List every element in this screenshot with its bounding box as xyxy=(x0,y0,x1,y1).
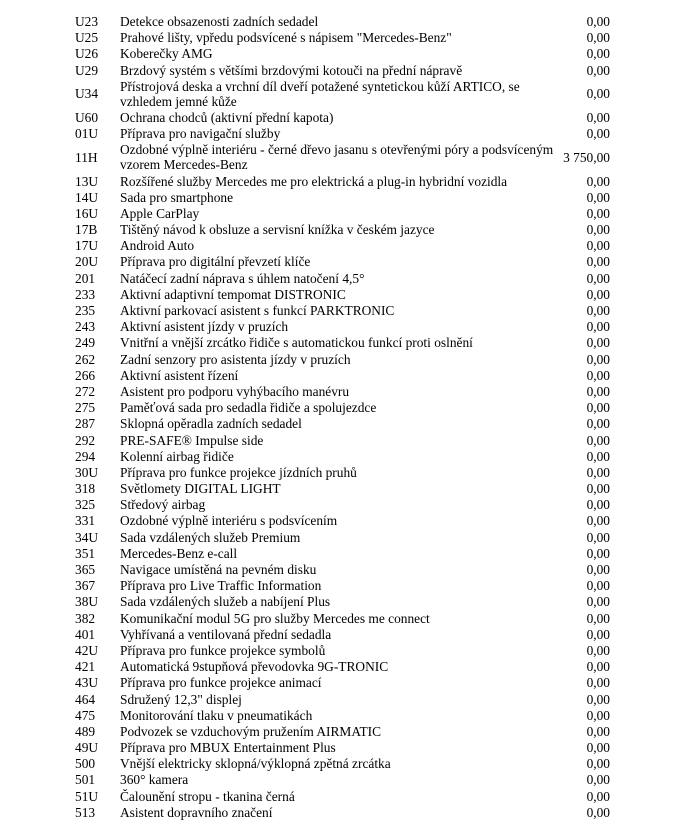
equipment-row xyxy=(75,271,610,287)
option-code: 331 xyxy=(75,513,96,529)
equipment-table-body xyxy=(75,14,610,821)
equipment-row xyxy=(75,627,610,643)
option-description: Sklopná opěradla zadních sedadel xyxy=(120,416,302,432)
option-price: 0,00 xyxy=(586,416,610,432)
option-price: 0,00 xyxy=(586,367,610,383)
option-price: 0,00 xyxy=(586,14,610,29)
equipment-row xyxy=(75,740,610,756)
option-description: Zadní senzory pro asistenta jízdy v pruzích xyxy=(120,351,351,367)
option-description: Aktivní asistent jízdy v pruzích xyxy=(120,319,289,335)
equipment-row xyxy=(75,724,610,740)
equipment-row xyxy=(75,46,610,62)
option-description: Vnitřní a vnější zrcátko řidiče s automatickou funkcí proti oslnění xyxy=(120,335,473,351)
option-description: Vnější elektricky sklopná/výklopná zpětná zrcátka xyxy=(120,756,391,772)
equipment-row xyxy=(75,513,610,529)
equipment-row xyxy=(75,481,610,497)
option-price: 0,00 xyxy=(586,723,610,739)
option-description: Příprava pro Live Traffic Information xyxy=(120,578,322,594)
option-description: Ozdobné výplně interiéru s podsvícením xyxy=(120,513,338,529)
option-price: 0,00 xyxy=(586,481,610,497)
equipment-row xyxy=(75,594,610,610)
option-description: 360° kamera xyxy=(120,772,189,788)
option-description: Rozšířené služby Mercedes me pro elektrická a plug-in hybridní vozidla xyxy=(120,173,508,189)
option-description: Příprava pro funkce projekce symbolů xyxy=(120,642,326,658)
option-description: Sdružený 12,3" displej xyxy=(120,691,242,707)
equipment-row xyxy=(75,659,610,675)
option-code: U29 xyxy=(75,62,99,78)
option-description: Sada pro smartphone xyxy=(120,189,234,205)
equipment-row xyxy=(75,465,610,481)
option-price: 0,00 xyxy=(586,254,610,270)
option-code: 382 xyxy=(75,610,96,626)
option-code: 275 xyxy=(75,400,96,416)
option-code: 367 xyxy=(75,578,96,594)
option-description: Sada vzdálených služeb a nabíjení Plus xyxy=(120,594,331,610)
option-price: 0,00 xyxy=(586,86,610,102)
option-code: 38U xyxy=(75,594,99,610)
option-code: U34 xyxy=(75,86,99,102)
option-description: Komunikační modul 5G pro služby Mercedes me connect xyxy=(120,610,430,626)
equipment-row xyxy=(75,416,610,432)
option-description: Mercedes-Benz e-call xyxy=(120,545,238,561)
option-price: 3 750,00 xyxy=(563,149,610,165)
equipment-row xyxy=(75,805,610,821)
option-price: 0,00 xyxy=(586,400,610,416)
option-description: Brzdový systém s většími brzdovými kotouči na přední nápravě xyxy=(120,62,463,78)
option-price: 0,00 xyxy=(586,351,610,367)
option-code: 262 xyxy=(75,351,96,367)
option-code: 42U xyxy=(75,642,99,658)
option-code: 201 xyxy=(75,270,96,286)
option-price: 0,00 xyxy=(586,707,610,723)
equipment-row xyxy=(75,319,610,335)
equipment-row xyxy=(75,206,610,222)
option-price: 0,00 xyxy=(586,335,610,351)
option-description: Příprava pro MBUX Entertainment Plus xyxy=(120,740,336,756)
option-code: 249 xyxy=(75,335,96,351)
option-description: Přístrojová deska a vrchní díl dveří potažené syntetickou kůží ARTICO, se vzhledem jemné kůže xyxy=(120,78,520,109)
option-code: 243 xyxy=(75,319,96,335)
option-description: Příprava pro funkce projekce jízdních pruhů xyxy=(120,464,357,480)
equipment-row xyxy=(75,433,610,449)
option-price: 0,00 xyxy=(586,562,610,577)
equipment-row xyxy=(75,643,610,659)
option-code: 43U xyxy=(75,675,99,691)
option-price: 0,00 xyxy=(586,675,610,691)
option-code: 287 xyxy=(75,416,96,432)
option-code: 294 xyxy=(75,448,96,464)
option-code: 401 xyxy=(75,626,96,642)
option-description: Aktivní adaptivní tempomat DISTRONIC xyxy=(120,286,346,302)
option-code: U25 xyxy=(75,30,99,46)
option-price: 0,00 xyxy=(586,205,610,221)
option-price: 0,00 xyxy=(586,173,610,189)
option-description: Navigace umístěná na pevném disku xyxy=(120,562,317,577)
option-price: 0,00 xyxy=(586,286,610,302)
option-code: 30U xyxy=(75,464,99,480)
option-code: 325 xyxy=(75,497,96,513)
option-price: 0,00 xyxy=(586,642,610,658)
option-code: 11H xyxy=(75,149,98,165)
option-code: 01U xyxy=(75,126,99,142)
option-description: Světlomety DIGITAL LIGHT xyxy=(120,481,281,497)
equipment-row xyxy=(75,174,610,190)
equipment-row xyxy=(75,79,610,110)
option-code: 489 xyxy=(75,723,96,739)
equipment-row xyxy=(75,789,610,805)
equipment-row xyxy=(75,254,610,270)
option-price: 0,00 xyxy=(586,448,610,464)
equipment-row xyxy=(75,126,610,142)
option-price: 0,00 xyxy=(586,594,610,610)
equipment-row xyxy=(75,675,610,691)
option-price: 0,00 xyxy=(586,740,610,756)
equipment-row xyxy=(75,530,610,546)
equipment-row xyxy=(75,30,610,46)
option-description: Příprava pro digitální převzetí klíče xyxy=(120,254,311,270)
option-description: Paměťová sada pro sedadla řidiče a spolujezdce xyxy=(120,400,377,416)
equipment-row xyxy=(75,63,610,79)
equipment-row xyxy=(75,384,610,400)
equipment-row xyxy=(75,335,610,351)
option-price: 0,00 xyxy=(586,578,610,594)
option-price: 0,00 xyxy=(586,319,610,335)
option-code: 292 xyxy=(75,432,96,448)
option-price: 0,00 xyxy=(586,270,610,286)
option-price: 0,00 xyxy=(586,788,610,804)
equipment-row xyxy=(75,578,610,594)
option-price: 0,00 xyxy=(586,513,610,529)
equipment-row xyxy=(75,110,610,126)
option-description: Detekce obsazenosti zadních sedadel xyxy=(120,14,319,29)
option-price: 0,00 xyxy=(586,30,610,46)
option-price: 0,00 xyxy=(586,222,610,238)
option-code: 500 xyxy=(75,756,96,772)
option-code: 421 xyxy=(75,659,96,675)
option-price: 0,00 xyxy=(586,545,610,561)
option-price: 0,00 xyxy=(586,659,610,675)
option-price: 0,00 xyxy=(586,691,610,707)
option-code: U60 xyxy=(75,109,99,125)
option-code: 464 xyxy=(75,691,96,707)
option-code: 16U xyxy=(75,205,99,221)
option-code: 318 xyxy=(75,481,96,497)
option-description: Aktivní parkovací asistent s funkcí PARKTRONIC xyxy=(120,303,395,318)
option-description: Automatická 9stupňová převodovka 9G-TRONIC xyxy=(120,659,389,675)
option-price: 0,00 xyxy=(586,46,610,62)
option-description: Čalounění stropu - tkanina černá xyxy=(120,788,295,804)
option-price: 0,00 xyxy=(586,62,610,78)
equipment-row xyxy=(75,756,610,772)
option-code: 272 xyxy=(75,383,96,399)
option-description: Příprava pro navigační služby xyxy=(120,126,281,142)
option-code: 20U xyxy=(75,254,99,270)
option-code: U23 xyxy=(75,14,99,29)
option-code: 49U xyxy=(75,740,99,756)
option-description: Příprava pro funkce projekce animací xyxy=(120,675,322,691)
option-description: Středový airbag xyxy=(120,497,206,513)
option-code: 235 xyxy=(75,303,96,318)
option-price: 0,00 xyxy=(586,756,610,772)
option-description: Sada vzdálených služeb Premium xyxy=(120,529,301,545)
option-code: 13U xyxy=(75,173,99,189)
option-price: 0,00 xyxy=(586,432,610,448)
option-price: 0,00 xyxy=(586,303,610,318)
option-code: 501 xyxy=(75,772,96,788)
option-price: 0,00 xyxy=(586,109,610,125)
equipment-row xyxy=(75,546,610,562)
option-description: Aktivní asistent řízení xyxy=(120,367,239,383)
option-code: 34U xyxy=(75,529,99,545)
equipment-row xyxy=(75,562,610,578)
equipment-row xyxy=(75,772,610,788)
option-price: 0,00 xyxy=(586,126,610,142)
option-description: Prahové lišty, vpředu podsvícené s nápisem "Mercedes-Benz" xyxy=(120,30,452,46)
option-description: Vyhřívaná a ventilovaná přední sedadla xyxy=(120,626,332,642)
equipment-row xyxy=(75,497,610,513)
equipment-row xyxy=(75,708,610,724)
option-price: 0,00 xyxy=(586,464,610,480)
equipment-row xyxy=(75,352,610,368)
option-price: 0,00 xyxy=(586,383,610,399)
equipment-row xyxy=(75,222,610,238)
option-code: 513 xyxy=(75,804,96,820)
equipment-row xyxy=(75,611,610,627)
option-code: 17U xyxy=(75,238,99,254)
option-code: 365 xyxy=(75,562,96,577)
option-description: Asistent dopravního značení xyxy=(120,804,273,820)
option-price: 0,00 xyxy=(586,238,610,254)
option-price: 0,00 xyxy=(586,626,610,642)
equipment-row xyxy=(75,400,610,416)
equipment-row xyxy=(75,190,610,206)
option-code: 266 xyxy=(75,367,96,383)
option-description: Ozdobné výplně interiéru - černé dřevo jasanu s otevřenými póry a podsvíceným vzorem Mercedes-Benz xyxy=(120,142,554,173)
equipment-row xyxy=(75,142,610,173)
option-description: Android Auto xyxy=(120,238,195,254)
option-description: Tištěný návod k obsluze a servisní knížka v českém jazyce xyxy=(120,222,435,238)
option-code: 51U xyxy=(75,788,99,804)
option-description: Natáčecí zadní náprava s úhlem natočení 4,5° xyxy=(120,270,365,286)
option-code: 351 xyxy=(75,545,96,561)
option-price: 0,00 xyxy=(586,189,610,205)
equipment-table xyxy=(75,14,610,821)
equipment-row xyxy=(75,238,610,254)
equipment-row xyxy=(75,14,610,30)
option-description: Monitorování tlaku v pneumatikách xyxy=(120,707,313,723)
option-description: Podvozek se vzduchovým pružením AIRMATIC xyxy=(120,723,382,739)
option-description: Asistent pro podporu vyhýbacího manévru xyxy=(120,383,350,399)
option-code: 475 xyxy=(75,707,96,723)
option-code: 17B xyxy=(75,222,98,238)
option-price: 0,00 xyxy=(586,804,610,820)
option-price: 0,00 xyxy=(586,497,610,513)
option-price: 0,00 xyxy=(586,772,610,788)
equipment-row xyxy=(75,303,610,319)
option-description: Koberečky AMG xyxy=(120,46,213,62)
option-code: U26 xyxy=(75,46,99,62)
option-price: 0,00 xyxy=(586,529,610,545)
option-code: 233 xyxy=(75,286,96,302)
equipment-row xyxy=(75,287,610,303)
option-description: Ochrana chodců (aktivní přední kapota) xyxy=(120,109,334,125)
option-price: 0,00 xyxy=(586,610,610,626)
option-description: PRE-SAFE® Impulse side xyxy=(120,432,264,448)
option-description: Kolenní airbag řidiče xyxy=(120,448,234,464)
equipment-row xyxy=(75,368,610,384)
equipment-row xyxy=(75,449,610,465)
option-description: Apple CarPlay xyxy=(120,205,200,221)
equipment-row xyxy=(75,692,610,708)
option-code: 14U xyxy=(75,189,99,205)
